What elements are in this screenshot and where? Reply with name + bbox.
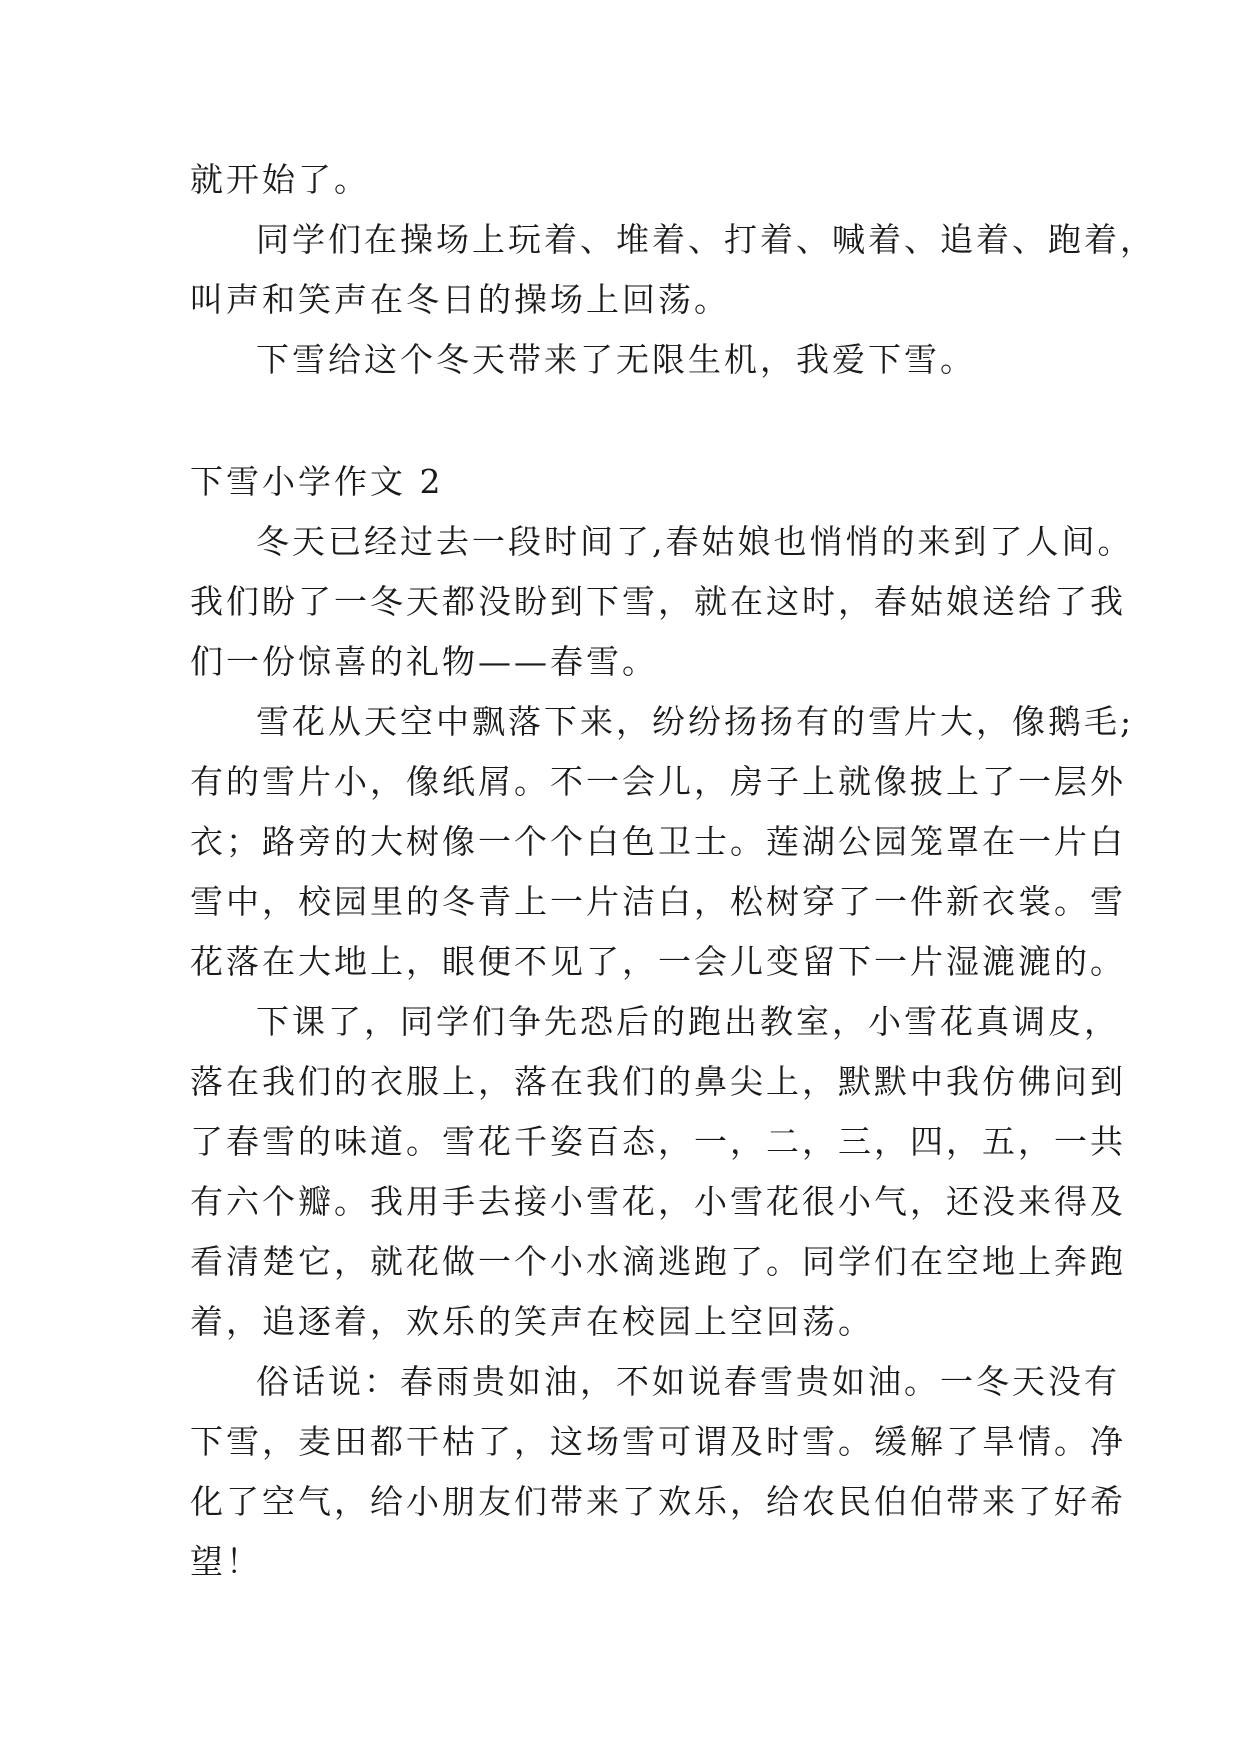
section-title: 下雪小学作文 2 xyxy=(190,462,444,501)
paragraph-start-line: 俗话说：春雨贵如油，不如说春雪贵如油。一冬天没有 xyxy=(256,1362,1120,1401)
text-line: 花落在大地上，眼便不见了，一会儿变留下一片湿漉漉的。 xyxy=(190,942,1126,981)
text-line: 看清楚它，就花做一个小水滴逃跑了。同学们在空地上奔跑 xyxy=(190,1242,1126,1281)
paragraph-start-line: 同学们在操场上玩着、堆着、打着、喊着、追着、跑着， xyxy=(256,220,1156,259)
paragraph-start-line: 下课了，同学们争先恐后的跑出教室，小雪花真调皮， xyxy=(256,1002,1120,1041)
paragraph-start-line: 雪花从天空中飘落下来，纷纷扬扬有的雪片大，像鹅毛; xyxy=(256,702,1135,741)
text-line: 化了空气，给小朋友们带来了欢乐，给农民伯伯带来了好希 xyxy=(190,1482,1126,1521)
text-line: 们一份惊喜的礼物——春雪。 xyxy=(190,642,658,681)
text-line: 了春雪的味道。雪花千姿百态，一，二，三，四，五，一共 xyxy=(190,1122,1126,1161)
text-line: 雪中，校园里的冬青上一片洁白，松树穿了一件新衣裳。雪 xyxy=(190,882,1126,921)
section-gap xyxy=(190,390,1080,452)
text-line: 就开始了。 xyxy=(190,160,370,199)
document-body xyxy=(190,150,1156,1592)
text-line: 衣；路旁的大树像一个个白色卫士。莲湖公园笼罩在一片白 xyxy=(190,822,1126,861)
text-line: 叫声和笑声在冬日的操场上回荡。 xyxy=(190,280,730,319)
text-line: 下雪，麦田都干枯了，这场雪可谓及时雪。缓解了旱情。净 xyxy=(190,1422,1126,1461)
text-line: 着，追逐着，欢乐的笑声在校园上空回荡。 xyxy=(190,1302,874,1341)
text-line: 望！ xyxy=(190,1542,262,1581)
paragraph-start-line: 下雪给这个冬天带来了无限生机，我爱下雪。 xyxy=(256,340,976,379)
text-line: 落在我们的衣服上，落在我们的鼻尖上，默默中我仿佛问到 xyxy=(190,1062,1126,1101)
text-line: 有的雪片小，像纸屑。不一会儿，房子上就像披上了一层外 xyxy=(190,762,1126,801)
text-line: 有六个瓣。我用手去接小雪花，小雪花很小气，还没来得及 xyxy=(190,1182,1126,1221)
paragraph-start-line: 冬天已经过去一段时间了,春姑娘也悄悄的来到了人间。 xyxy=(256,522,1134,561)
text-line: 我们盼了一冬天都没盼到下雪，就在这时，春姑娘送给了我 xyxy=(190,582,1126,621)
